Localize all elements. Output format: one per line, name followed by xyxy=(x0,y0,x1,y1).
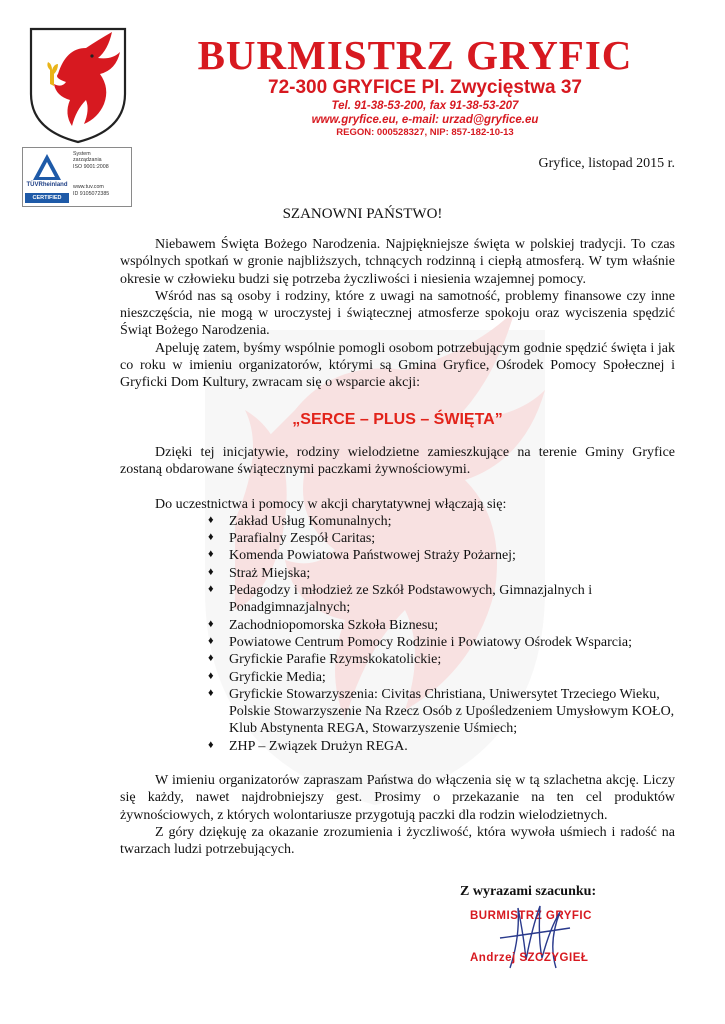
tuv-line2: zarządzania xyxy=(73,157,102,164)
diamond-bullet-icon: ♦ xyxy=(208,513,214,526)
tuv-url: www.tuv.com xyxy=(73,184,104,191)
list-item: ♦ Gryfickie Media; xyxy=(208,669,326,685)
paragraph: Niebawem Święta Bożego Narodzenia. Najpiękniejsze święta w polskiej tradycji. To czas wspólnych spotkań w gronie najbliższych, tchnących rodzinną i ciepłą atmosferą. W tym właśnie okresie w człowieku budzi się potrzeba życzliwości i niesienia wzajemnej pomocy. xyxy=(120,237,675,287)
list-item: ♦ Pedagodzy i młodzież ze Szkół Podstawowych, Gimnazjalnych i Ponadgimnazjalnych; xyxy=(208,583,593,616)
list-item: ♦ Straż Miejska; xyxy=(208,565,311,581)
griffin-crest-icon xyxy=(28,26,128,144)
signature-name: Andrzej SZCZYGIEŁ xyxy=(470,952,589,964)
tuv-certificate-icon xyxy=(22,147,132,207)
list-item: ♦ Powiatowe Centrum Pomocy Rodzinie i Powiatowy Ośrodek Wsparcia; xyxy=(208,634,632,650)
tuv-logo xyxy=(23,148,71,206)
diamond-bullet-icon: ♦ xyxy=(208,686,214,699)
list-item: ♦ ZHP – Związek Drużyn REGA. xyxy=(208,738,408,754)
tuv-text xyxy=(73,151,129,197)
paragraph: Wśród nas są osoby i rodziny, które z uwagi na samotność, problemy finansowe czy inne nieszczęścia, nie mogą w uroczystej i świątecznej atmosferze spokoju oraz wyciszenia spędzić Świąt Bożego Narodzenia. xyxy=(120,288,675,339)
list-item: ♦ Parafialny Zespół Caritas; xyxy=(208,531,376,547)
list-item: ♦ Gryfickie Parafie Rzymskokatolickie; xyxy=(208,652,442,668)
list-item: ♦ Zakład Usług Komunalnych; xyxy=(208,513,392,529)
handwritten-signature-icon xyxy=(490,898,580,978)
list-item: ♦ Zachodniopomorska Szkoła Biznesu; xyxy=(208,617,439,633)
tuv-certified-badge: CERTIFIED xyxy=(25,193,69,203)
list-item: ♦ Gryfickie Stowarzyszenia: Civitas Christiana, Uniwersytet Trzeciego Wieku, Polskie Stowarzyszenie Na Rzecz Osób z Upośledzeniem Umysłowym KOŁO, Klub Abstynenta REGA, Stowarzyszenie Uśmiech; xyxy=(208,686,675,737)
letter-body xyxy=(120,236,675,859)
partners-list xyxy=(120,513,675,755)
letterhead-regon: REGON: 000528327, NIP: 857-182-10-13 xyxy=(336,127,514,138)
tuv-line1: System xyxy=(73,151,91,157)
diamond-bullet-icon: ♦ xyxy=(208,565,214,578)
campaign-slogan: „SERCE – PLUS – ŚWIĘTA” xyxy=(292,410,503,428)
tuv-line3: ISO 9001:2008 xyxy=(73,163,109,170)
paragraph: Dzięki tej inicjatywie, rodziny wielodzietne zamieszkujące na terenie Gminy Gryfice zostaną obdarowane świątecznymi paczkami żywnościowymi. xyxy=(120,444,675,478)
letterhead-title: BURMISTRZ GRYFIC xyxy=(197,32,633,78)
diamond-bullet-icon: ♦ xyxy=(208,669,214,682)
list-item: ♦ Komenda Powiatowa Państwowej Straży Pożarnej; xyxy=(208,548,516,564)
signature-title: BURMISTRZ GRYFIC xyxy=(470,910,592,922)
diamond-bullet-icon: ♦ xyxy=(208,634,214,647)
tuv-brand: TÜVRheinland xyxy=(26,182,68,188)
paragraph: Do uczestnictwa i pomocy w akcji charytatywnej włączają się: xyxy=(155,496,507,512)
paragraph: Apeluję zatem, byśmy wspólnie pomogli osobom potrzebującym godnie spędzić święta i jak co roku w imieniu organizatorów, którymi są Gmina Gryfice, Ośrodek Pomocy Społecznej i Gryficki Dom Kultury, zwracam się o wsparcie akcji: xyxy=(120,340,675,391)
letter-greeting: SZANOWNI PAŃSTWO! xyxy=(282,206,443,222)
letter-date: Gryfice, listopad 2015 r. xyxy=(538,156,675,171)
diamond-bullet-icon: ♦ xyxy=(208,548,214,561)
tuv-id: ID 9105072385 xyxy=(73,190,110,197)
tuv-triangle-icon xyxy=(31,152,63,182)
closing-phrase: Z wyrazami szacunku: xyxy=(460,884,597,899)
diamond-bullet-icon: ♦ xyxy=(208,583,214,596)
letterhead-address: 72-300 GRYFICE Pl. Zwycięstwa 37 xyxy=(268,77,582,98)
diamond-bullet-icon: ♦ xyxy=(208,531,214,544)
letterhead-web: www.gryfice.eu, e-mail: urzad@gryfice.eu xyxy=(311,114,539,126)
paragraph: Z góry dziękuję za okazanie zrozumienia i życzliwość, która wywoła uśmiech i radość na twarzach ludzi potrzebujących. xyxy=(120,824,675,858)
diamond-bullet-icon: ♦ xyxy=(208,652,214,665)
diamond-bullet-icon: ♦ xyxy=(208,617,214,630)
letterhead-phone: Tel. 91-38-53-200, fax 91-38-53-207 xyxy=(331,100,519,112)
diamond-bullet-icon: ♦ xyxy=(208,738,214,751)
paragraph: W imieniu organizatorów zapraszam Państwa do włączenia się w tą szlachetna akcję. Liczy się każdy, nawet najdrobniejszy gest. Prosimy o przekazanie na ten cel produktów żywnościowych, z których wolontariusze przygotują paczki dla rodzin wielodzietnych. xyxy=(120,773,675,823)
